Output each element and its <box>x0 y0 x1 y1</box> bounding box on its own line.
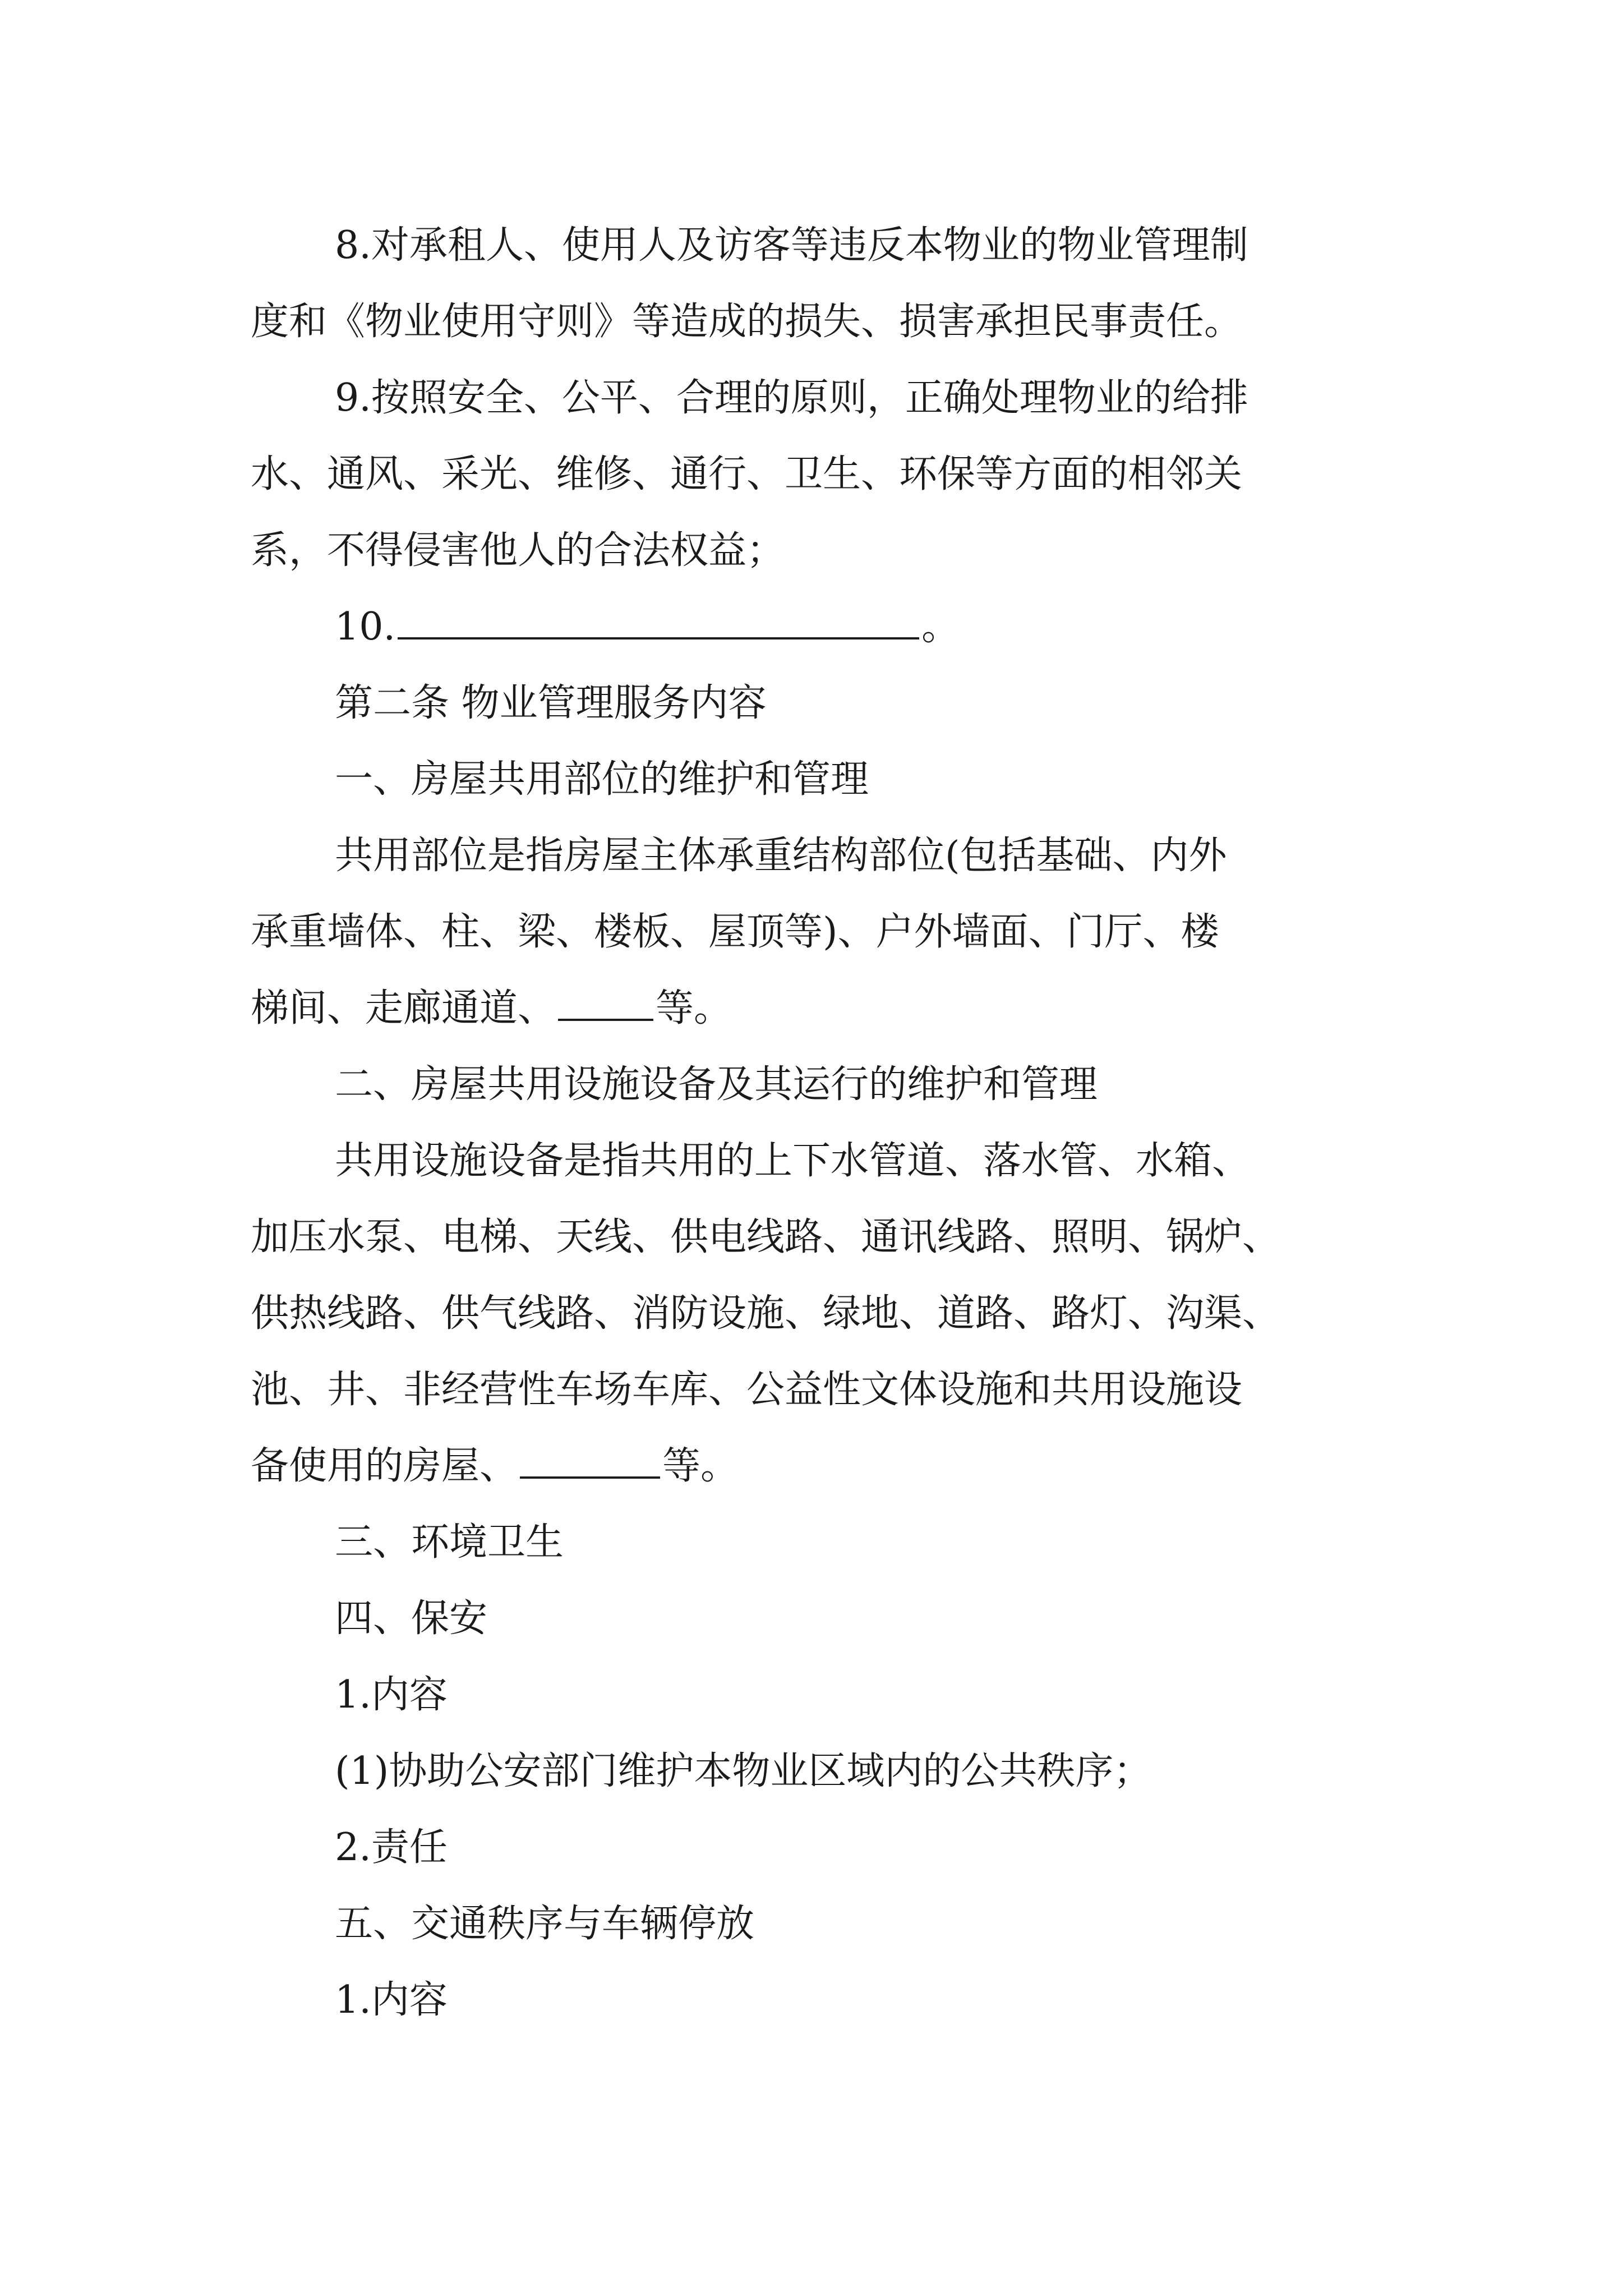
paragraph-line: 度和《物业使用守则》等造成的损失、损害承担民事责任。 <box>251 300 1243 344</box>
subsection-heading: 一、房屋共用部位的维护和管理 <box>335 757 869 802</box>
list-item: 1.内容 <box>335 1673 448 1717</box>
subsection-heading: 五、交通秩序与车辆停放 <box>335 1902 755 1946</box>
fill-in-blank <box>520 1443 660 1479</box>
paragraph-line: 梯间、走廊通道、 等。 <box>251 986 732 1030</box>
fill-in-blank <box>558 985 653 1021</box>
list-item: 2.责任 <box>335 1825 448 1870</box>
paragraph-line: 供热线路、供气线路、消防设施、绿地、道路、路灯、沟渠、 <box>251 1291 1281 1336</box>
list-item: (1)协助公安部门维护本物业区域内的公共秩序； <box>335 1749 1152 1793</box>
paragraph-line: 10. 。 <box>335 605 960 649</box>
subsection-heading: 四、保安 <box>335 1596 488 1641</box>
list-item: 1.内容 <box>335 1978 448 2022</box>
paragraph-line: 承重墙体、柱、梁、楼板、屋顶等)、户外墙面、门厅、楼 <box>251 910 1219 954</box>
paragraph-line: 加压水泵、电梯、天线、供电线路、通讯线路、照明、锅炉、 <box>251 1215 1281 1259</box>
paragraph-line: 系，不得侵害他人的合法权益； <box>251 528 785 573</box>
paragraph-line: 9.按照安全、公平、合理的原则，正确处理物业的给排 <box>335 376 1248 420</box>
subsection-heading: 二、房屋共用设施设备及其运行的维护和管理 <box>335 1062 1098 1107</box>
subsection-heading: 三、环境卫生 <box>335 1520 564 1565</box>
paragraph-line: 共用设施设备是指共用的上下水管道、落水管、水箱、 <box>335 1139 1251 1183</box>
paragraph-line: 水、通风、采光、维修、通行、卫生、环保等方面的相邻关 <box>251 452 1243 496</box>
paragraph-line: 共用部位是指房屋主体承重结构部位(包括基础、内外 <box>335 834 1227 878</box>
fill-in-blank <box>398 604 919 639</box>
paragraph-line: 8.对承租人、使用人及访客等违反本物业的物业管理制 <box>335 223 1248 268</box>
section-heading: 第二条 物业管理服务内容 <box>335 681 767 725</box>
document-body <box>251 208 1395 2039</box>
paragraph-line: 备使用的房屋、 等。 <box>251 1444 739 1488</box>
paragraph-line: 池、井、非经营性车场车库、公益性文体设施和共用设施设 <box>251 1368 1243 1412</box>
